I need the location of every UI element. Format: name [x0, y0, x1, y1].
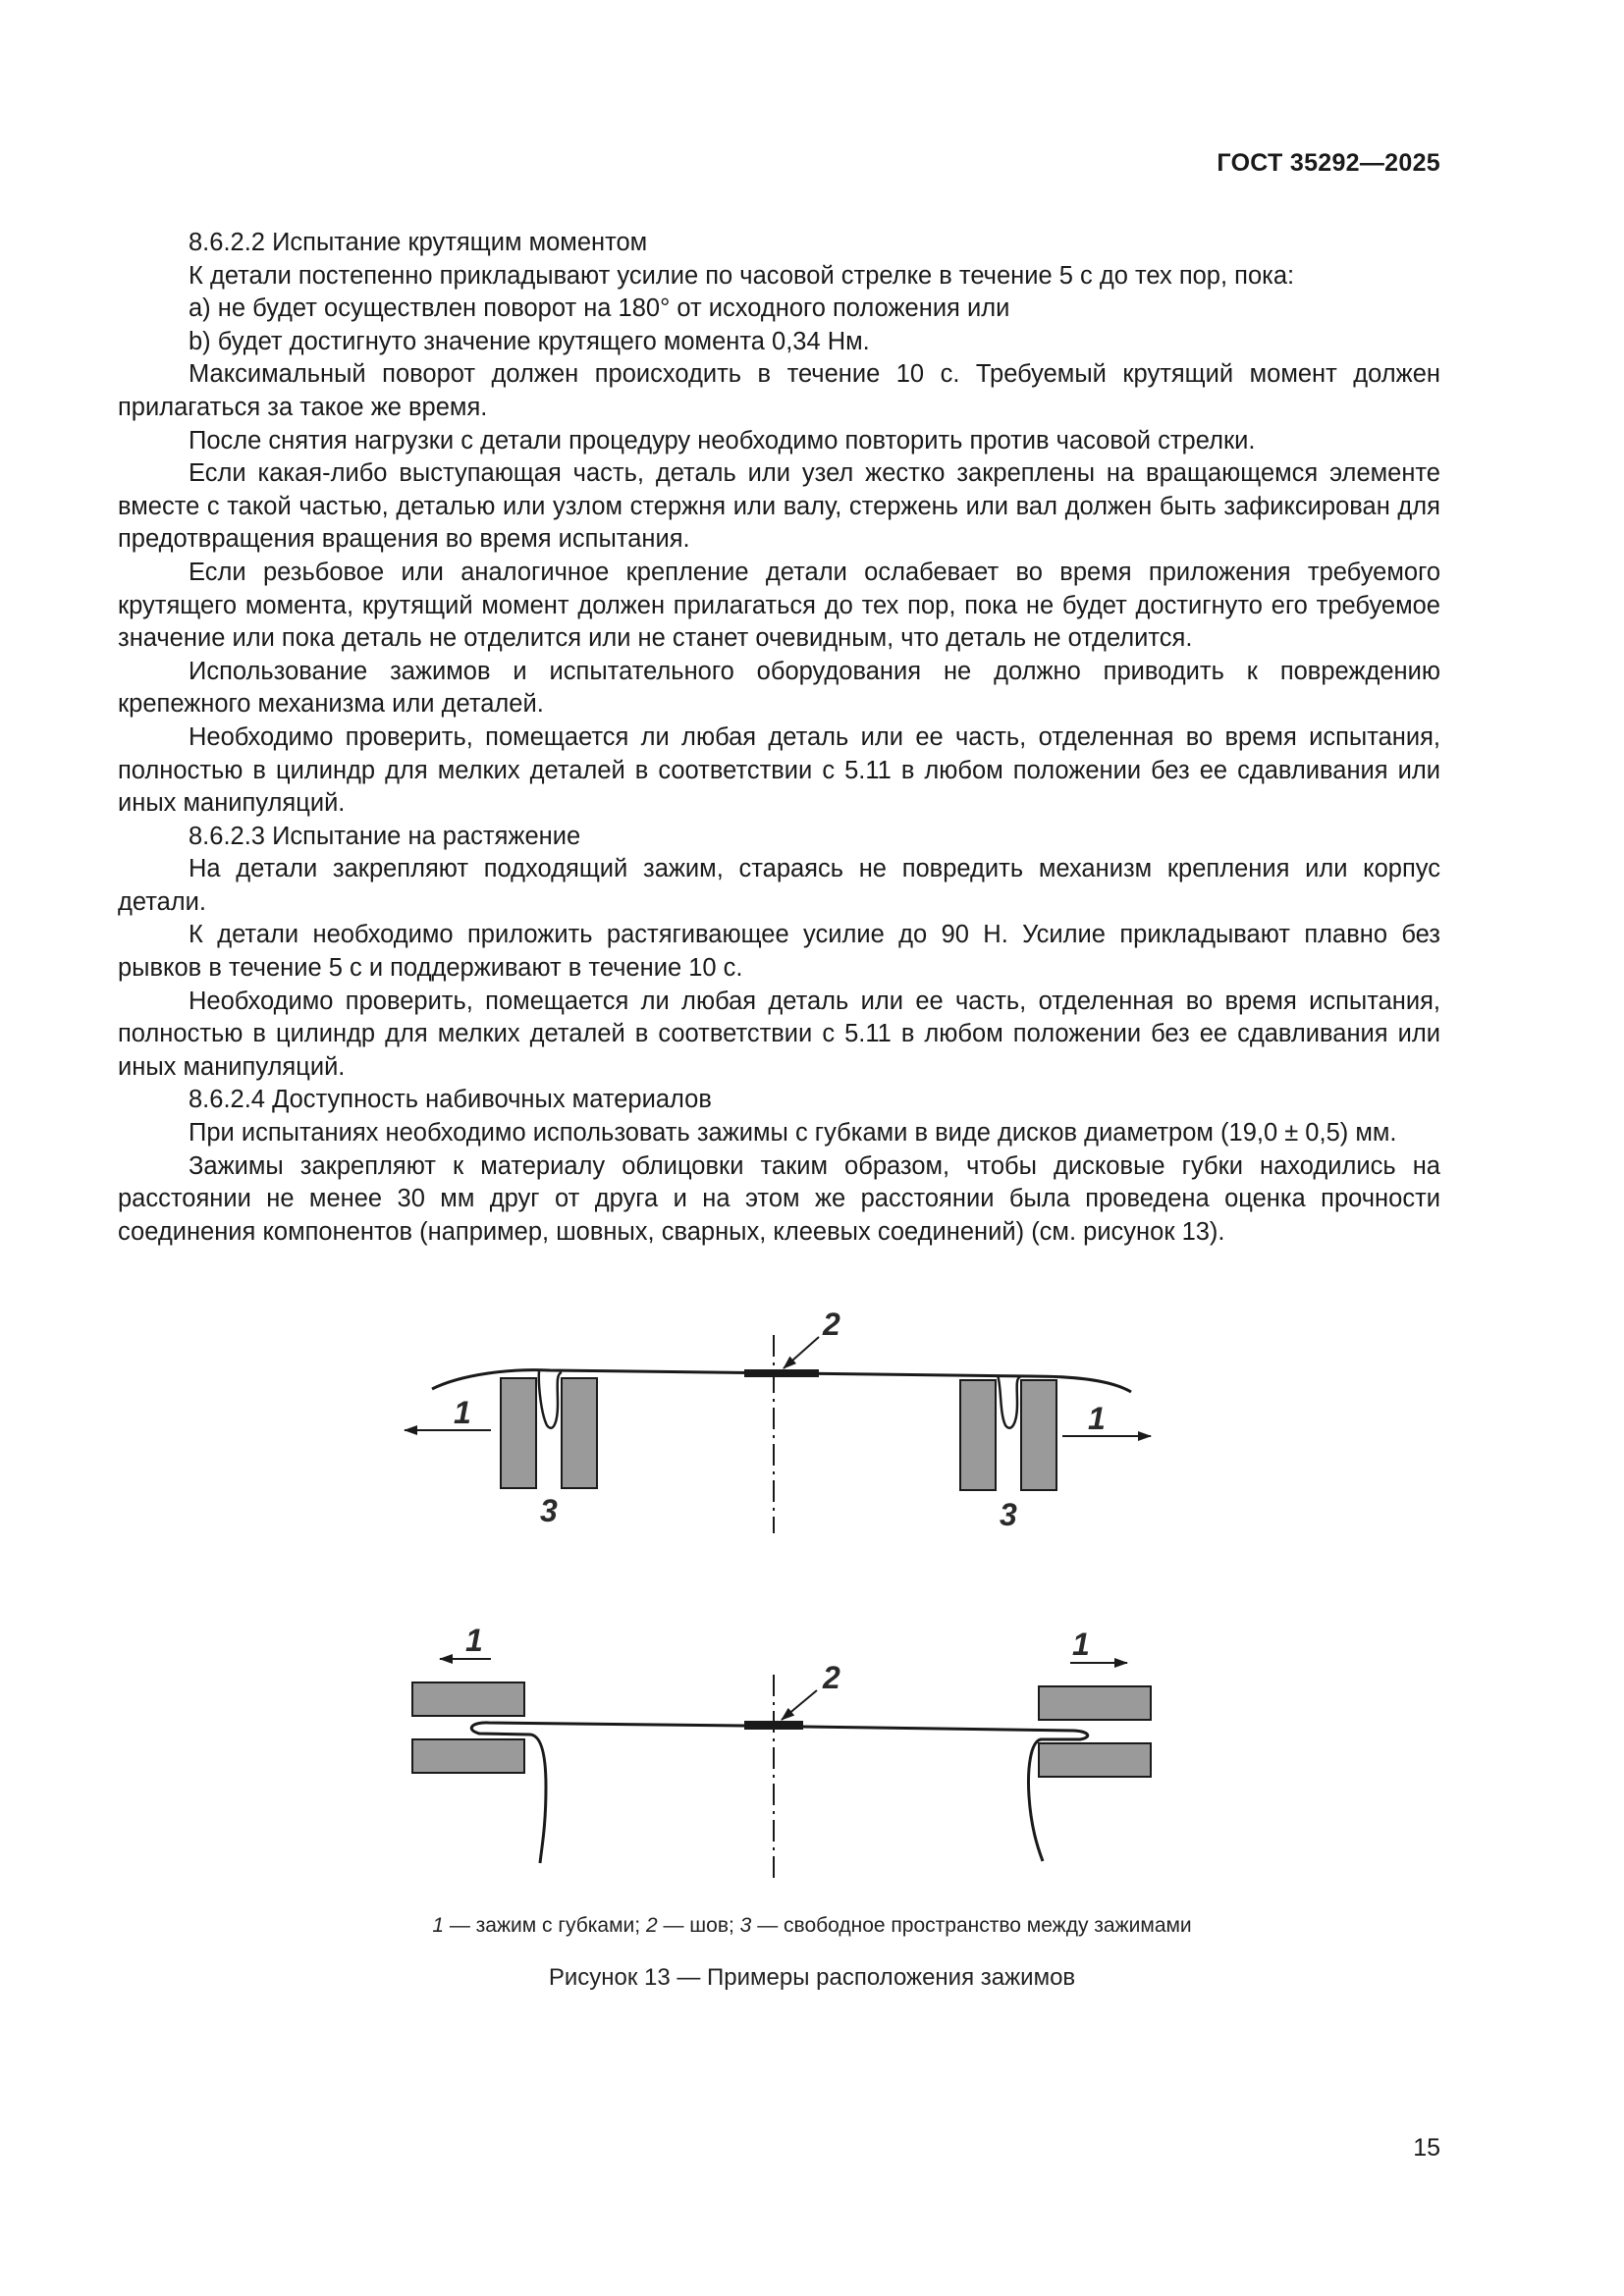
figure-13: [0, 1286, 1624, 1895]
seam-pointer-arrow: [784, 1337, 819, 1368]
right-fold: [998, 1375, 1021, 1428]
right-clamp-jaw-upper: [1039, 1686, 1151, 1720]
label-gap-right: 3: [1000, 1497, 1017, 1532]
label-clamp-left: 1: [465, 1623, 483, 1658]
paragraph: Использование зажимов и испытательного оборудования не должно приводить к повреждению крепежного механизма или деталей.: [118, 657, 1440, 719]
paragraph: Необходимо проверить, помещается ли любая деталь или ее часть, отделенная во время испытания, полностью в цилиндр для мелких деталей в соответствии с 5.11 в любом положении без ее сдавливания или иных манипуляций.: [118, 987, 1440, 1081]
legend-num-2: 2: [645, 1914, 658, 1937]
section-heading-8-6-2-3: 8.6.2.3 Испытание на растяжение: [189, 822, 581, 850]
left-fold: [539, 1371, 562, 1428]
right-clamp-jaw-inner: [960, 1380, 996, 1490]
paragraph: После снятия нагрузки с детали процедуру необходимо повторить против часовой стрелки.: [189, 426, 1256, 454]
left-clamp-jaw-outer: [501, 1378, 536, 1488]
legend-text-2: — шов;: [657, 1914, 740, 1937]
standard-id: ГОСТ 35292—2025: [1217, 149, 1440, 177]
right-clamp-jaw-lower: [1039, 1743, 1151, 1777]
figure-caption: Рисунок 13 — Примеры расположения зажимов: [548, 1964, 1076, 1991]
paragraph: Зажимы закрепляют к материалу облицовки таким образом, чтобы дисковые губки находились на расстоянии не менее 30 мм друг от друга и на этом же расстоянии была проведена оценка прочности соединения компонентов (например, шовных, сварных, клеевых соединений) (см. рисунок 13).: [118, 1151, 1440, 1246]
seam-pointer-arrow: [782, 1690, 817, 1720]
legend-num-1: 1: [432, 1914, 444, 1937]
left-clamp-jaw-inner: [562, 1378, 597, 1488]
list-item-b: b) будет достигнуто значение крутящего момента 0,34 Нм.: [189, 327, 870, 355]
legend-text-3: — свободное пространство между зажимами: [751, 1914, 1192, 1937]
paragraph: К детали необходимо приложить растягивающее усилие до 90 Н. Усилие прикладывают плавно без рывков в течение 5 с и поддерживают в течение 10 с.: [118, 921, 1440, 983]
top-diagram: [405, 1307, 1151, 1533]
clamp-diagram: [0, 1286, 1624, 1895]
paragraph: Максимальный поворот должен происходить в течение 10 с. Требуемый крутящий момент должен прилагаться за такое же время.: [118, 360, 1440, 421]
section-heading-8-6-2-4: 8.6.2.4 Доступность набивочных материалов: [189, 1086, 712, 1114]
bottom-diagram: [412, 1623, 1151, 1881]
right-clamp-jaw-outer: [1021, 1380, 1056, 1490]
seam-mark: [744, 1721, 803, 1730]
label-clamp-right: 1: [1088, 1401, 1106, 1436]
paragraph: При испытаниях необходимо использовать зажимы с губками в виде дисков диаметром (19,0 ± 0,5) мм.: [189, 1119, 1397, 1148]
legend-text-1: — зажим с губками;: [444, 1914, 646, 1937]
section-heading-8-6-2-2: 8.6.2.2 Испытание крутящим моментом: [189, 229, 648, 256]
paragraph: Если какая-либо выступающая часть, деталь или узел жестко закреплены на вращающемся элементе вместе с такой частью, деталью или узлом стержня или валу, стержень или вал должен быть зафиксирован для предотвращения вращения во время испытания.: [118, 459, 1440, 554]
legend-num-3: 3: [739, 1914, 752, 1937]
label-gap-left: 3: [540, 1493, 558, 1528]
paragraph: Если резьбовое или аналогичное крепление детали ослабевает во время приложения требуемого крутящего момента, крутящий момент должен прилагаться до тех пор, пока не будет достигнуто его требуемое значение или пока деталь не отделится или не станет очевидным, что деталь не отделится.: [118, 558, 1440, 653]
left-clamp-jaw-lower: [412, 1739, 524, 1773]
paragraph: На детали закрепляют подходящий зажим, стараясь не повредить механизм крепления или корпус детали.: [118, 855, 1440, 916]
body-text: [118, 227, 1440, 1249]
figure-legend: [0, 1914, 1624, 1938]
label-seam: 2: [823, 1660, 840, 1695]
label-clamp-right: 1: [1072, 1627, 1090, 1662]
label-clamp-left: 1: [454, 1395, 471, 1430]
page-number: 15: [1413, 2134, 1440, 2162]
seam-mark: [744, 1369, 819, 1377]
paragraph: К детали постепенно прикладывают усилие по часовой стрелке в течение 5 с до тех пор, пока:: [189, 261, 1295, 290]
paragraph: Необходимо проверить, помещается ли любая деталь или ее часть, отделенная во время испытания, полностью в цилиндр для мелких деталей в соответствии с 5.11 в любом положении без ее сдавливания или иных манипуляций.: [118, 722, 1440, 818]
label-seam: 2: [823, 1307, 840, 1342]
left-clamp-jaw-upper: [412, 1682, 524, 1716]
list-item-a: a) не будет осуществлен поворот на 180° от исходного положения или: [189, 294, 1010, 323]
